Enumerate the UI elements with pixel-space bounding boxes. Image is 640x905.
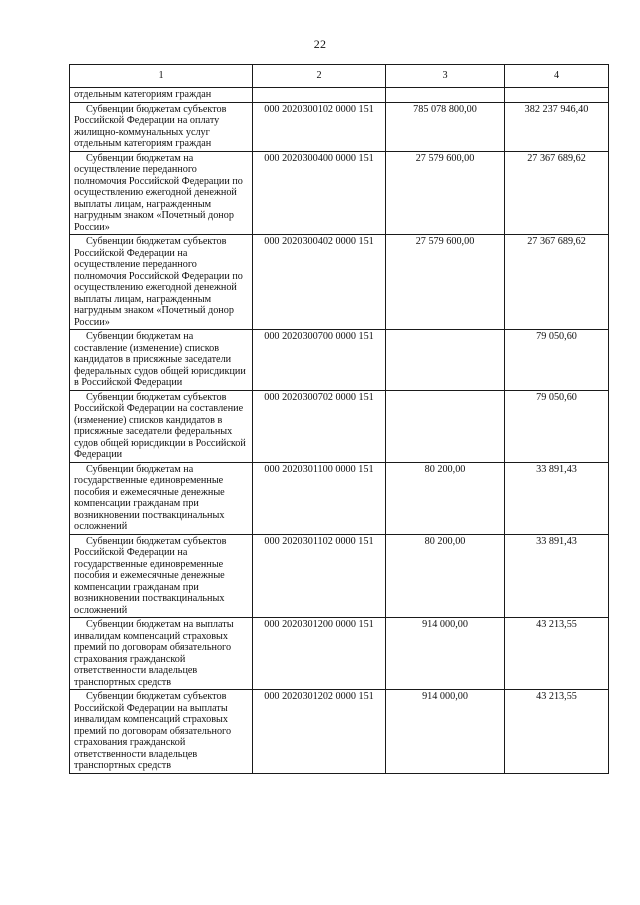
row-name: Субвенции бюджетам на составление (изменение) списков кандидатов в присяжные заседатели федеральных судов общей юрисдикции в Российской Федерации [70, 330, 253, 391]
page-number: 22 [313, 37, 327, 51]
row-code: 000 2020300400 0000 151 [253, 151, 386, 235]
row-name: Субвенции бюджетам на государственные единовременные пособия и ежемесячные денежные компенсации гражданам при возникновении поствакцинальных осложнений [70, 462, 253, 534]
row-code: 000 2020301102 0000 151 [253, 534, 386, 618]
row-actual: 79 050,60 [505, 390, 609, 462]
table-row [70, 151, 609, 235]
row-plan: 80 200,00 [386, 534, 505, 618]
row-actual: 382 237 946,40 [505, 102, 609, 151]
row-code: 000 2020300102 0000 151 [253, 102, 386, 151]
row-code: 000 2020301202 0000 151 [253, 690, 386, 774]
row-plan: 80 200,00 [386, 462, 505, 534]
row-actual: 43 213,55 [505, 690, 609, 774]
table-row [70, 102, 609, 151]
row-name: отдельным категориям граждан [70, 88, 253, 103]
row-plan [386, 330, 505, 391]
table-row [70, 235, 609, 330]
table-row [70, 618, 609, 690]
row-plan: 27 579 600,00 [386, 235, 505, 330]
header-row [70, 65, 609, 88]
row-name: Субвенции бюджетам субъектов Российской Федерации на осуществление переданного полномочия Российской Федерации по осуществлению ежегодной денежной выплаты лицам, награжденным нагрудным знаком «Почетный донор России» [70, 235, 253, 330]
row-name: Субвенции бюджетам субъектов Российской Федерации на государственные единовременные пособия и ежемесячные денежные компенсации гражданам при возникновении поствакцинальных осложнений [70, 534, 253, 618]
row-code: 000 2020300700 0000 151 [253, 330, 386, 391]
row-actual: 27 367 689,62 [505, 235, 609, 330]
row-code: 000 2020300702 0000 151 [253, 390, 386, 462]
column-header-3: 3 [386, 65, 505, 88]
table-row [70, 534, 609, 618]
budget-table [69, 64, 609, 774]
row-name: Субвенции бюджетам субъектов Российской Федерации на составление (изменение) списков кандидатов в присяжные заседатели федеральных судов общей юрисдикции в Российской Федерации [70, 390, 253, 462]
table-header [70, 65, 609, 88]
table-row [70, 690, 609, 774]
row-actual: 33 891,43 [505, 534, 609, 618]
row-name: Субвенции бюджетам субъектов Российской Федерации на выплаты инвалидам компенсаций страховых премий по договорам обязательного страхования гражданской ответственности владельцев транспортных средств [70, 690, 253, 774]
row-code: 000 2020300402 0000 151 [253, 235, 386, 330]
table-row-continuation [70, 88, 609, 103]
row-actual: 79 050,60 [505, 330, 609, 391]
row-actual: 43 213,55 [505, 618, 609, 690]
column-header-4: 4 [505, 65, 609, 88]
table-row [70, 462, 609, 534]
row-plan: 914 000,00 [386, 618, 505, 690]
row-plan: 27 579 600,00 [386, 151, 505, 235]
row-name: Субвенции бюджетам субъектов Российской Федерации на оплату жилищно-коммунальных услуг отдельным категориям граждан [70, 102, 253, 151]
row-plan [386, 390, 505, 462]
row-actual: 27 367 689,62 [505, 151, 609, 235]
row-code [253, 88, 386, 103]
table-body [70, 88, 609, 774]
row-plan: 914 000,00 [386, 690, 505, 774]
row-code: 000 2020301100 0000 151 [253, 462, 386, 534]
table-row [70, 330, 609, 391]
table-row [70, 390, 609, 462]
row-plan: 785 078 800,00 [386, 102, 505, 151]
row-name: Субвенции бюджетам на выплаты инвалидам компенсаций страховых премий по договорам обязательного страхования гражданской ответственности владельцев транспортных средств [70, 618, 253, 690]
row-code: 000 2020301200 0000 151 [253, 618, 386, 690]
row-plan [386, 88, 505, 103]
row-name: Субвенции бюджетам на осуществление переданного полномочия Российской Федерации по осуществлению ежегодной денежной выплаты лицам, награжденным нагрудным знаком «Почетный донор России» [70, 151, 253, 235]
row-actual: 33 891,43 [505, 462, 609, 534]
column-header-2: 2 [253, 65, 386, 88]
column-header-1: 1 [70, 65, 253, 88]
row-actual [505, 88, 609, 103]
